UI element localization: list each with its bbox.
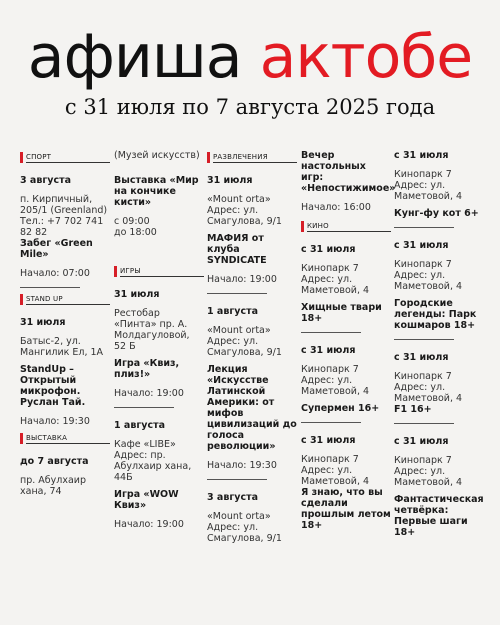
- event-place: Кинопарк 7 Адрес: ул. Маметовой, 4: [301, 364, 370, 397]
- event-date: с 31 июля: [301, 345, 356, 356]
- event-place: Кинопарк 7 Адрес: ул. Маметовой, 4: [394, 455, 463, 488]
- event-time: с 09:00: [114, 216, 150, 227]
- event-title: Игра «WOW Квиз»: [114, 489, 179, 511]
- separator: [394, 227, 454, 228]
- event-place: «Mount orta» Адрес: ул. Смагулова, 9/1: [207, 325, 282, 358]
- event-start: Начало: 19:30: [20, 416, 90, 427]
- event-date: с 31 июля: [394, 352, 449, 363]
- event-phone: Тел.: +7 702 741 82 82: [20, 216, 104, 238]
- separator: [301, 422, 361, 423]
- event-date: 1 августа: [207, 306, 259, 317]
- event-place: Кинопарк 7 Адрес: ул. Маметовой, 4: [301, 263, 370, 296]
- event-start: Начало: 19:00: [114, 388, 184, 399]
- event-place: «Mount orta» Адрес: ул. Смагулова, 9/1: [207, 511, 282, 544]
- section-header-sport: СПОРТ: [20, 152, 110, 163]
- event-date: 3 августа: [20, 175, 72, 186]
- event-place: п. Кирпичный, 205/1 (Greenland): [20, 194, 108, 216]
- event-date: с 31 июля: [301, 435, 356, 446]
- event-date: до 7 августа: [20, 456, 89, 467]
- section-header-standup: STAND UP: [20, 294, 110, 305]
- poster-title: [0, 22, 500, 92]
- section-header-exhibition: ВЫСТАВКА: [20, 433, 110, 444]
- event-time: до 18:00: [114, 227, 157, 238]
- event-place: Рестобар «Пинта» пр. А. Молдагуловой, 52 Б: [114, 308, 190, 352]
- column-1: [20, 150, 110, 497]
- event-title: F1 16+: [394, 404, 432, 415]
- event-start: Начало: 19:00: [207, 274, 277, 285]
- section-header-games: ИГРЫ: [114, 266, 204, 277]
- event-place: Кинопарк 7 Адрес: ул. Маметовой, 4: [394, 169, 463, 202]
- event-place: «Mount orta» Адрес: ул. Смагулова, 9/1: [207, 194, 282, 227]
- event-date: 3 августа: [207, 492, 259, 503]
- event-date: 1 августа: [114, 420, 166, 431]
- section-marker: [20, 433, 23, 444]
- event-title: Фантастическая четвёрка: Первые шаги 18+: [394, 494, 484, 538]
- event-place: Кинопарк 7 Адрес: ул. Маметовой, 4: [394, 259, 463, 292]
- event-date: 31 июля: [20, 317, 66, 328]
- event-title: Хищные твари 18+: [301, 302, 382, 324]
- event-title: Супермен 16+: [301, 403, 380, 414]
- column-2: [114, 150, 204, 530]
- section-marker: [114, 266, 117, 277]
- event-date: с 31 июля: [394, 436, 449, 447]
- event-venue: (Музей искусств): [114, 150, 200, 161]
- separator: [394, 339, 454, 340]
- event-date: 31 июля: [207, 175, 253, 186]
- section-marker: [207, 152, 210, 163]
- event-title: Вечер настольных игр: «Непостижимое»: [301, 150, 396, 194]
- section-marker: [301, 221, 304, 232]
- event-title: Кунг-фу кот 6+: [394, 208, 479, 219]
- event-title: Забег «Green Mile»: [20, 238, 93, 260]
- event-place: Кафе «LIBE» Адрес: пр. Абулхаир хана, 44Б: [114, 439, 192, 483]
- column-5: [394, 150, 484, 546]
- section-marker: [20, 152, 23, 163]
- event-title: Лекция «Искусстве Латинской Америки: от мифов цивилизаций до голоса революции»: [207, 364, 297, 452]
- event-date: с 31 июля: [301, 244, 356, 255]
- section-marker: [20, 294, 23, 305]
- column-4: [301, 150, 396, 539]
- event-title: StandUp – Открытый микрофон. Руслан Тай.: [20, 364, 86, 408]
- separator: [394, 423, 454, 424]
- event-title: Городские легенды: Парк кошмаров 18+: [394, 298, 477, 331]
- separator: [114, 407, 174, 408]
- event-place: Кинопарк 7 Адрес: ул. Маметовой, 4: [301, 454, 370, 487]
- event-start: Начало: 07:00: [20, 268, 90, 279]
- event-place: Батыс-2, ул. Мангилик Ел, 1А: [20, 336, 104, 358]
- event-title: Я знаю, что вы сделали прошлым летом 18+: [301, 487, 391, 531]
- event-title: МАФИЯ от клуба SYNDICATE: [207, 233, 267, 266]
- section-header-cinema: КИНО: [301, 221, 391, 232]
- separator: [301, 332, 361, 333]
- event-title: Игра «Квиз, плиз!»: [114, 358, 180, 380]
- column-3: [207, 150, 297, 544]
- title-afisha: афиша: [27, 22, 242, 92]
- separator: [207, 479, 267, 480]
- separator: [207, 293, 267, 294]
- event-date: с 31 июля: [394, 150, 449, 161]
- event-start: Начало: 19:30: [207, 460, 277, 471]
- event-place: пр. Абулхаир хана, 74: [20, 475, 86, 497]
- title-aktobe: актобе: [259, 22, 473, 92]
- section-header-entertainment: РАЗВЛЕЧЕНИЯ: [207, 152, 297, 163]
- poster-subtitle: с 31 июля по 7 августа 2025 года: [64, 95, 436, 119]
- event-start: Начало: 19:00: [114, 519, 184, 530]
- event-date: 31 июля: [114, 289, 160, 300]
- event-date: с 31 июля: [394, 240, 449, 251]
- separator: [20, 287, 80, 288]
- event-start: Начало: 16:00: [301, 202, 371, 213]
- event-place: Кинопарк 7 Адрес: ул. Маметовой, 4: [394, 371, 463, 404]
- event-title: Выставка «Мир на кончике кисти»: [114, 175, 199, 208]
